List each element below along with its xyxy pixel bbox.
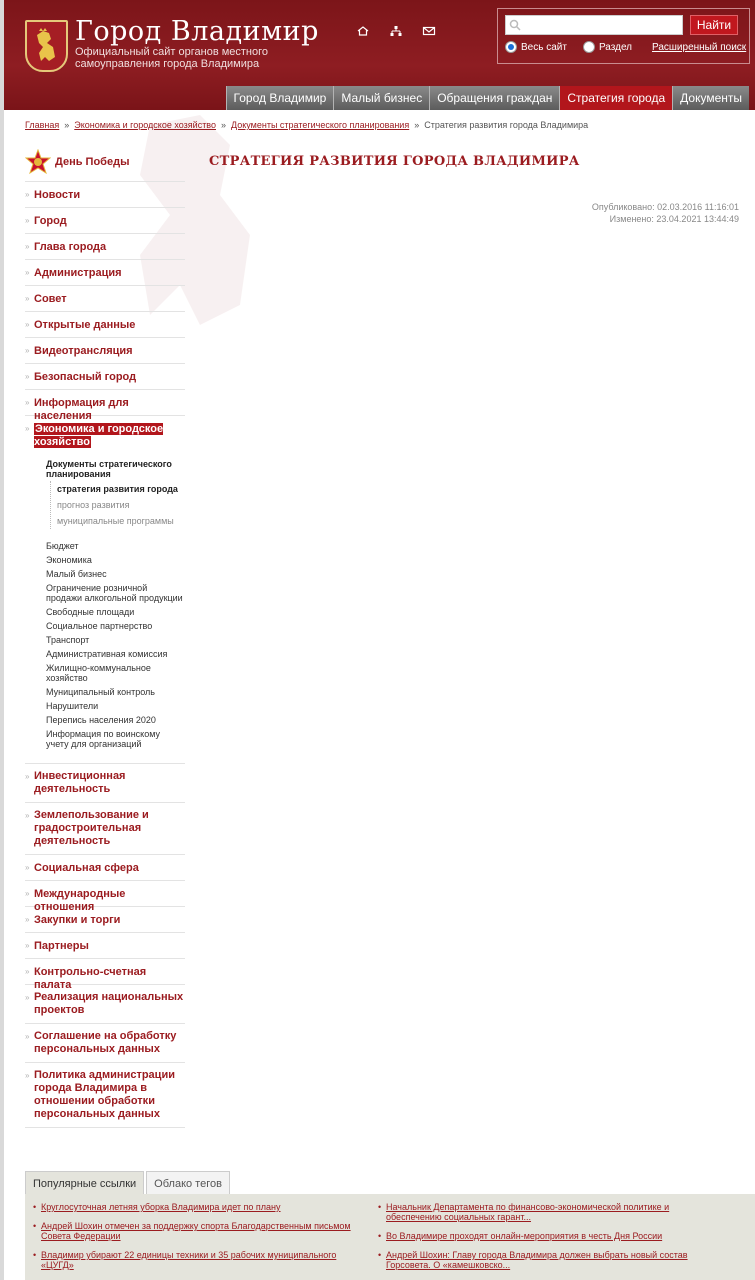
breadcrumb-home[interactable]: Главная	[25, 120, 60, 130]
sidebar-item-audit-chamber[interactable]: » Контрольно-счетная палата	[25, 959, 185, 985]
links-column-right	[378, 1202, 698, 1279]
breadcrumb-strategic-docs[interactable]: Документы стратегического планирования	[231, 120, 410, 130]
submenu-economy[interactable]: Экономика	[46, 555, 92, 565]
order-star-icon	[25, 149, 51, 175]
topnav-city[interactable]: Город Владимир	[226, 86, 334, 110]
published-date: Опубликовано: 02.03.2016 11:16:01	[591, 202, 739, 212]
submenu-violators[interactable]: Нарушители	[46, 701, 99, 711]
submenu-admin-commission[interactable]: Административная комиссия	[46, 649, 168, 659]
economy-submenu	[34, 449, 185, 757]
search-box	[497, 8, 750, 64]
top-icons	[356, 25, 436, 37]
sidebar-item-partners[interactable]: » Партнеры	[25, 933, 185, 959]
submenu-small-business[interactable]: Малый бизнес	[46, 569, 107, 579]
sidebar-item-city[interactable]: » Город	[25, 208, 185, 234]
city-coat-of-arms-logo[interactable]	[25, 20, 68, 72]
sidebar-item-council[interactable]: » Совет	[25, 286, 185, 312]
topnav-documents[interactable]: Документы	[672, 86, 749, 110]
search-input[interactable]	[505, 15, 683, 35]
sitemap-icon[interactable]	[389, 25, 403, 37]
submenu-social-partnership[interactable]: Социальное партнерство	[46, 621, 153, 631]
tab-popular-links[interactable]: Популярные ссылки	[25, 1171, 144, 1195]
popular-link[interactable]: • Начальник Департамента по финансово-экономической политике и обеспечению социальных гарант...	[378, 1202, 698, 1222]
sidebar-item-video[interactable]: » Видеотрансляция	[25, 338, 185, 364]
submenu-housing[interactable]: Жилищно-коммунальное хозяйство	[46, 663, 151, 683]
sidebar-item-international[interactable]: » Международные отношения	[25, 881, 185, 907]
topnav-city-strategy[interactable]: Стратегия города	[559, 86, 672, 110]
sidebar-item-procurement[interactable]: » Закупки и торги	[25, 907, 185, 933]
site-title[interactable]: Город Владимир	[75, 16, 319, 47]
breadcrumb-economy[interactable]: Экономика и городское хозяйство	[74, 120, 216, 130]
breadcrumb-current: Стратегия развития города Владимира	[424, 120, 589, 130]
sidebar-item-safe-city[interactable]: » Безопасный город	[25, 364, 185, 390]
radio-section-label[interactable]: Раздел	[598, 41, 633, 53]
submenu-military-registration[interactable]: Информация по воинскому учету для организаций	[46, 729, 160, 749]
breadcrumb-separator: »	[64, 120, 70, 130]
sidebar-item-news[interactable]: » Новости	[25, 182, 185, 208]
publish-meta	[592, 201, 739, 225]
sidebar-item-personal-data-policy[interactable]: » Политика администрации города Владимира в отношении обработки персональных данных	[25, 1063, 185, 1128]
popular-links-panel	[25, 1194, 755, 1280]
sidebar-item-national-projects[interactable]: » Реализация национальных проектов	[25, 985, 185, 1024]
radio-whole-site-label[interactable]: Весь сайт	[521, 41, 567, 53]
sidebar-item-economy-label[interactable]: Экономика и городское хозяйство	[34, 423, 164, 448]
search-scope	[505, 41, 632, 53]
sidebar-item-economy[interactable]	[25, 416, 185, 764]
popular-link[interactable]: • Во Владимире проходят онлайн-мероприятия в честь Дня России	[378, 1231, 698, 1241]
sidebar-item-public-info[interactable]: » Информация для населения	[25, 390, 185, 416]
sidebar	[25, 142, 185, 1128]
links-column-left	[33, 1202, 353, 1279]
top-navigation	[226, 86, 749, 110]
submenu-forecast[interactable]: прогноз развития	[57, 500, 130, 510]
victory-day-label: День Победы	[55, 155, 130, 168]
home-icon[interactable]	[356, 25, 370, 37]
modified-date: Изменено: 23.04.2021 13:44:49	[609, 214, 739, 224]
lion-icon	[31, 27, 63, 65]
sidebar-item-investment[interactable]: » Инвестиционная деятельность	[25, 764, 185, 803]
popular-link[interactable]: • Андрей Шохин отмечен за поддержку спорта Благодарственным письмом Совета Федерации	[33, 1221, 353, 1241]
popular-link[interactable]: • Владимир убирают 22 единицы техники и 35 рабочих муниципального «ЦУГД»	[33, 1250, 353, 1270]
submenu-transport[interactable]: Транспорт	[46, 635, 90, 645]
submenu-strategic-docs[interactable]: Документы стратегического планирования	[46, 459, 172, 479]
page-title: СТРАТЕГИЯ РАЗВИТИЯ ГОРОДА ВЛАДИМИРА	[209, 154, 580, 169]
site-header	[0, 0, 755, 110]
popular-link[interactable]: • Круглосуточная летняя уборка Владимира идет по плану	[33, 1202, 353, 1212]
sidebar-item-land-use[interactable]: » Землепользование и градостроительная деятельность	[25, 803, 185, 855]
bottom-tabs	[25, 1171, 232, 1195]
breadcrumb	[25, 120, 588, 130]
submenu-municipal-programs[interactable]: муниципальные программы	[57, 516, 174, 526]
submenu-census[interactable]: Перепись населения 2020	[46, 715, 156, 725]
sidebar-item-open-data[interactable]: » Открытые данные	[25, 312, 185, 338]
breadcrumb-separator: »	[221, 120, 227, 130]
search-button[interactable]: Найти	[690, 15, 738, 35]
submenu-budget[interactable]: Бюджет	[46, 541, 79, 551]
popular-link[interactable]: • Андрей Шохин: Главу города Владимира должен выбрать новый состав Горсовета. О «камешковско...	[378, 1250, 698, 1270]
topnav-citizen-appeals[interactable]: Обращения граждан	[429, 86, 559, 110]
tab-tag-cloud[interactable]: Облако тегов	[146, 1171, 230, 1195]
submenu-strategy[interactable]: стратегия развития города	[57, 484, 178, 494]
sidebar-item-personal-data-consent[interactable]: » Соглашение на обработку персональных данных	[25, 1024, 185, 1063]
sidebar-item-social[interactable]: » Социальная сфера	[25, 855, 185, 881]
submenu-municipal-control[interactable]: Муниципальный контроль	[46, 687, 155, 697]
strategic-docs-submenu	[50, 481, 185, 529]
radio-section[interactable]	[583, 41, 595, 53]
mail-icon[interactable]	[422, 25, 436, 37]
topnav-small-business[interactable]: Малый бизнес	[333, 86, 429, 110]
radio-whole-site[interactable]	[505, 41, 517, 53]
submenu-free-spaces[interactable]: Свободные площади	[46, 607, 135, 617]
victory-day-link[interactable]	[25, 142, 185, 182]
advanced-search-link[interactable]: Расширенный поиск	[652, 42, 747, 53]
breadcrumb-separator: »	[414, 120, 420, 130]
search-icon	[509, 19, 521, 31]
site-subtitle: Официальный сайт органов местного самоуправления города Владимира	[75, 46, 269, 70]
sidebar-item-administration[interactable]: » Администрация	[25, 260, 185, 286]
submenu-alcohol-restriction[interactable]: Ограничение розничной продажи алкогольной продукции	[46, 583, 183, 603]
sidebar-item-mayor[interactable]: » Глава города	[25, 234, 185, 260]
